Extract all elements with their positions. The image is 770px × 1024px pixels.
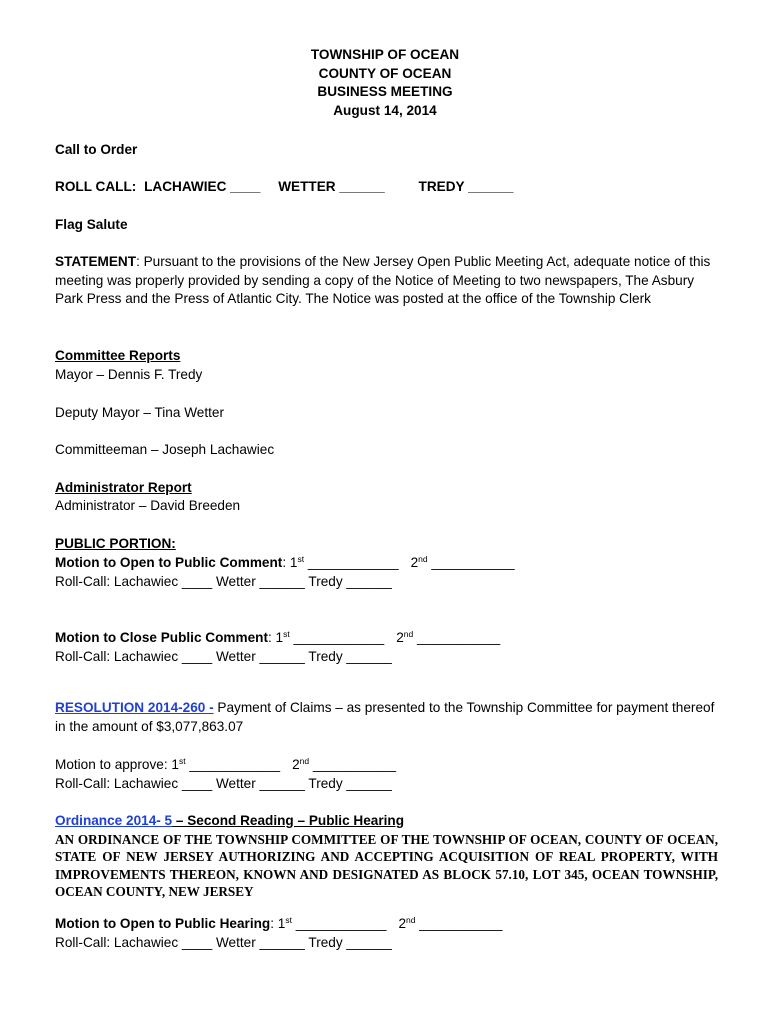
motion-open-label: Motion to Open to Public Comment [55,555,283,570]
motion-open-second-sup: nd [418,554,428,564]
motion-open-first-sup: st [297,554,305,564]
committee-reports-heading: Committee Reports [55,348,181,363]
motion-approve-second-blank: ___________ [309,757,397,772]
roll-call-label: ROLL CALL: [55,179,137,194]
ordinance-body: AN ORDINANCE OF THE TOWNSHIP COMMITTEE OF THE TOWNSHIP OF OCEAN, COUNTY OF OCEAN, STATE OF NEW JERSEY AUTHORIZING AND ACCEPTING ACQUISITION OF REAL PROPERTY, WITH IMPROVEMENTS THEREON, KNOWN AND DESIGNATED AS BLOCK 57.10, LOT 345, OCEAN TOWNSHIP, OCEAN COUNTY, NEW JERSEY [55,832,718,899]
statement-paragraph [55,253,718,309]
ordinance-heading [55,812,718,831]
motion-hearing-first-blank: ____________ [291,916,387,931]
motion-close-first: : 1 [267,630,284,645]
resolution-paragraph [55,699,718,736]
motion-close-label: Motion to Close Public Comment [55,630,268,645]
deputy-mayor-report: Deputy Mayor – Tina Wetter [55,405,224,420]
motion-open-public-comment [55,554,718,573]
roll-call-line [55,178,718,197]
roll-call-lachawiec: LACHAWIEC ____ [144,179,261,194]
ordinance-title: – Second Reading – Public Hearing [172,813,405,828]
motion-hearing-label: Motion to Open to Public Hearing [55,916,271,931]
flag-salute: Flag Salute [55,217,128,232]
motion-approve-first-sup: st [178,756,186,766]
motion-open-public-hearing [55,915,718,934]
rollcall-close-public-comment: Roll-Call: Lachawiec ____ Wetter ______ Tredy ______ [55,649,392,664]
header-meeting-type: BUSINESS MEETING [317,84,453,99]
resolution-text: Payment of Claims – as presented to the Township Committee for payment thereof in the amount of $3,077,863.07 [55,700,715,734]
rollcall-open-public-hearing: Roll-Call: Lachawiec ____ Wetter ______ Tredy ______ [55,935,392,950]
header-date: August 14, 2014 [333,102,437,118]
motion-approve-label: Motion to approve: 1 [55,757,179,772]
motion-close-public-comment [55,629,718,648]
motion-hearing-first: : 1 [270,916,286,931]
motion-close-second: 2 [396,630,404,645]
motion-approve-second-sup: nd [299,756,310,766]
motion-open-first: : 1 [282,555,298,570]
mayor-report: Mayor – Dennis F. Tredy [55,367,203,382]
statement-text: : Pursuant to the provisions of the New Jersey Open Public Meeting Act, adequate notice of this meeting was properly provided by sending a copy of the Notice of Meeting to two newspapers, The Asbury Park Press and the Press of Atlantic City. The Notice was posted at the office of the Township Clerk [55,254,711,306]
rollcall-approve-resolution: Roll-Call: Lachawiec ____ Wetter ______ Tredy ______ [55,776,392,791]
roll-call-wetter: WETTER ______ [278,179,385,194]
motion-open-second: 2 [410,555,419,570]
call-to-order: Call to Order [55,142,138,157]
motion-hearing-second-sup: nd [406,915,416,925]
resolution-link[interactable]: RESOLUTION 2014-260 - [55,700,214,715]
statement-label: STATEMENT [55,254,137,269]
document-header [0,46,770,120]
motion-hearing-second-blank: ___________ [415,916,503,931]
motion-approve-second: 2 [292,757,300,772]
roll-call-tredy: TREDY ______ [418,179,514,194]
motion-close-first-blank: ____________ [289,630,385,645]
ordinance-link[interactable]: Ordinance 2014- 5 [55,813,173,828]
rollcall-open-public-comment: Roll-Call: Lachawiec ____ Wetter ______ Tredy ______ [55,574,392,589]
header-county: COUNTY OF OCEAN [318,65,452,81]
motion-approve-resolution [55,756,718,775]
motion-close-first-sup: st [283,629,290,639]
motion-open-first-blank: ____________ [304,555,399,570]
motion-open-second-blank: ___________ [427,555,515,570]
header-township: TOWNSHIP OF OCEAN [310,47,460,62]
motion-approve-first-blank: ____________ [185,757,281,772]
motion-hearing-first-sup: st [285,915,292,925]
public-portion-heading: PUBLIC PORTION: [55,536,176,551]
administrator-report-heading: Administrator Report [55,480,192,495]
motion-hearing-second: 2 [398,916,407,931]
committeeman-report: Committeeman – Joseph Lachawiec [55,442,275,457]
administrator-name: Administrator – David Breeden [55,498,241,513]
motion-close-second-blank: ___________ [413,630,501,645]
motion-close-second-sup: nd [403,629,414,639]
